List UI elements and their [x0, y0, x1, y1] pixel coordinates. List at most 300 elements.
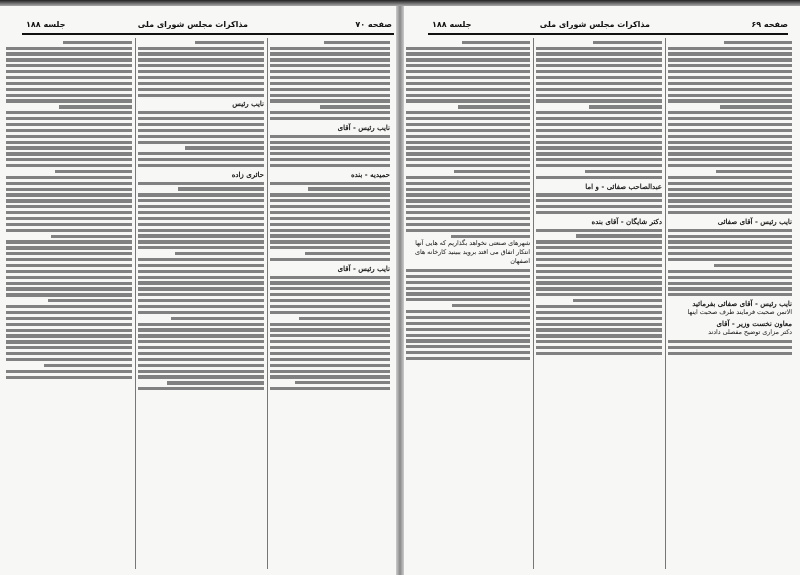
illegible-text-line — [406, 164, 530, 167]
left-page-session: جلسه ۱۸۸ — [26, 20, 66, 29]
illegible-text-line — [270, 211, 390, 214]
illegible-text-line — [270, 328, 390, 331]
illegible-text-line — [138, 193, 264, 196]
illegible-text-line — [138, 370, 264, 373]
illegible-text-line — [6, 352, 132, 355]
illegible-text-line — [406, 141, 530, 144]
illegible-text-line — [270, 276, 390, 279]
illegible-text-line — [270, 64, 390, 67]
illegible-text-line — [138, 281, 264, 284]
illegible-text-line — [668, 270, 792, 273]
illegible-text-line — [536, 328, 662, 331]
illegible-text-line — [270, 193, 390, 196]
illegible-text-line — [536, 305, 662, 308]
illegible-text-line — [6, 182, 132, 185]
illegible-text-line — [270, 334, 390, 337]
illegible-text-line — [668, 64, 792, 67]
illegible-text-line — [406, 70, 530, 73]
illegible-text-line — [178, 187, 264, 190]
illegible-text-line — [6, 76, 132, 79]
illegible-text-line — [452, 304, 530, 307]
illegible-text-line — [6, 47, 132, 50]
illegible-text-line — [668, 182, 792, 185]
right-page-column-2 — [536, 38, 662, 569]
illegible-text-line — [536, 99, 662, 102]
illegible-text-line — [6, 152, 132, 155]
column-divider — [665, 38, 666, 569]
illegible-text-line — [406, 176, 530, 179]
illegible-text-line — [6, 193, 132, 196]
illegible-text-line — [406, 223, 530, 226]
illegible-text-line — [270, 88, 390, 91]
illegible-text-line — [406, 129, 530, 132]
illegible-text-line — [406, 339, 530, 342]
illegible-text-line — [668, 352, 792, 355]
illegible-text-line — [6, 311, 132, 314]
illegible-text-line — [270, 352, 390, 355]
illegible-text-line — [270, 246, 390, 249]
illegible-text-line — [536, 346, 662, 349]
illegible-text-line — [6, 176, 132, 179]
illegible-text-line — [138, 328, 264, 331]
illegible-text-line — [138, 270, 264, 273]
left-page-number: صفحه ۷۰ — [355, 20, 392, 29]
illegible-text-line — [138, 240, 264, 243]
illegible-text-line — [6, 88, 132, 91]
illegible-text-line — [6, 64, 132, 67]
illegible-text-line — [270, 47, 390, 50]
illegible-text-line — [138, 387, 264, 390]
illegible-text-line — [716, 170, 792, 173]
illegible-text-line — [6, 270, 132, 273]
illegible-text-line — [536, 76, 662, 79]
illegible-text-line — [406, 76, 530, 79]
illegible-text-line — [55, 170, 132, 173]
illegible-text-line — [138, 223, 264, 226]
illegible-text-line — [270, 223, 390, 226]
illegible-text-line — [51, 235, 132, 238]
illegible-text-line — [668, 246, 792, 249]
illegible-text-line — [6, 99, 132, 102]
illegible-text-line — [406, 47, 530, 50]
illegible-text-line — [138, 246, 264, 249]
illegible-text-line — [138, 287, 264, 290]
illegible-text-line — [406, 322, 530, 325]
illegible-text-line — [406, 275, 530, 278]
illegible-text-line — [6, 146, 132, 149]
illegible-text-line — [668, 340, 792, 343]
illegible-text-line — [270, 99, 390, 102]
illegible-text-line — [668, 240, 792, 243]
illegible-text-line — [406, 52, 530, 55]
illegible-text-line — [668, 88, 792, 91]
illegible-text-line — [48, 299, 132, 302]
illegible-text-line — [270, 117, 390, 120]
illegible-text-line — [406, 146, 530, 149]
illegible-text-line — [668, 76, 792, 79]
illegible-text-line — [536, 70, 662, 73]
illegible-text-line — [668, 70, 792, 73]
illegible-text-line — [270, 82, 390, 85]
illegible-text-line — [6, 135, 132, 138]
illegible-text-line — [6, 141, 132, 144]
illegible-text-line — [536, 47, 662, 50]
illegible-text-line — [59, 105, 132, 108]
illegible-text-line — [6, 223, 132, 226]
illegible-text-line — [138, 340, 264, 343]
illegible-text-line — [6, 240, 132, 243]
illegible-text-line — [270, 299, 390, 302]
illegible-text-line — [536, 123, 662, 126]
illegible-text-line — [195, 41, 264, 44]
paragraph-text: دکتر مزاری توضیح مفصلی دادند — [708, 328, 792, 336]
left-page-column-1 — [270, 38, 390, 569]
illegible-text-line — [536, 334, 662, 337]
illegible-text-line — [536, 240, 662, 243]
right-page-number: صفحه ۶۹ — [751, 20, 788, 29]
illegible-text-line — [270, 217, 390, 220]
illegible-text-line — [138, 64, 264, 67]
illegible-text-line — [406, 211, 530, 214]
illegible-text-line — [668, 135, 792, 138]
illegible-text-line — [668, 188, 792, 191]
illegible-text-line — [138, 346, 264, 349]
illegible-text-line — [585, 170, 662, 173]
illegible-text-line — [270, 135, 390, 138]
illegible-text-line — [536, 111, 662, 114]
illegible-text-line — [406, 316, 530, 319]
illegible-text-line — [668, 287, 792, 290]
illegible-text-line — [6, 111, 132, 114]
illegible-text-line — [138, 229, 264, 232]
illegible-text-line — [138, 217, 264, 220]
speaker-heading: حمیدیه - بنده — [350, 169, 390, 179]
illegible-text-line — [536, 64, 662, 67]
illegible-text-line — [406, 182, 530, 185]
illegible-text-line — [536, 146, 662, 149]
illegible-text-line — [536, 164, 662, 167]
illegible-text-line — [406, 188, 530, 191]
illegible-text-line — [6, 229, 132, 232]
illegible-text-line — [138, 293, 264, 296]
illegible-text-line — [138, 76, 264, 79]
illegible-text-line — [270, 111, 390, 114]
illegible-text-line — [668, 252, 792, 255]
illegible-text-line — [138, 164, 264, 167]
illegible-text-line — [406, 287, 530, 290]
illegible-text-line — [6, 287, 132, 290]
right-page-header — [402, 20, 800, 32]
illegible-text-line — [138, 299, 264, 302]
illegible-text-line — [668, 282, 792, 285]
illegible-text-line — [536, 352, 662, 355]
illegible-text-line — [668, 235, 792, 238]
left-page-column-3 — [6, 38, 132, 569]
illegible-text-line — [720, 105, 792, 108]
illegible-text-line — [138, 264, 264, 267]
illegible-text-line — [44, 364, 132, 367]
illegible-text-line — [270, 240, 390, 243]
illegible-text-line — [6, 276, 132, 279]
illegible-text-line — [6, 246, 132, 249]
illegible-text-line — [138, 305, 264, 308]
illegible-text-line — [668, 47, 792, 50]
illegible-text-line — [270, 152, 390, 155]
illegible-text-line — [668, 123, 792, 126]
illegible-text-line — [406, 117, 530, 120]
illegible-text-line — [138, 82, 264, 85]
illegible-text-line — [270, 375, 390, 378]
illegible-text-line — [6, 305, 132, 308]
illegible-text-line — [6, 117, 132, 120]
illegible-text-line — [6, 188, 132, 191]
illegible-text-line — [6, 52, 132, 55]
illegible-text-line — [270, 340, 390, 343]
left-page-header — [0, 20, 398, 32]
illegible-text-line — [536, 129, 662, 132]
illegible-text-line — [668, 129, 792, 132]
right-page-column-1 — [668, 38, 792, 569]
speaker-heading: نایب رئیس - آقای صفائی — [717, 216, 792, 226]
illegible-text-line — [270, 346, 390, 349]
illegible-text-line — [406, 334, 530, 337]
illegible-text-line — [270, 234, 390, 237]
illegible-text-line — [589, 105, 662, 108]
illegible-text-line — [138, 364, 264, 367]
illegible-text-line — [406, 123, 530, 126]
illegible-text-line — [6, 58, 132, 61]
paragraph-text: الاتمن صحبت فرمایند طرف صحبت اینها — [687, 309, 792, 317]
illegible-text-line — [668, 176, 792, 179]
illegible-text-line — [668, 293, 792, 296]
illegible-text-line — [406, 199, 530, 202]
illegible-text-line — [668, 199, 792, 202]
speaker-heading: حائری زاده — [231, 169, 264, 179]
illegible-text-line — [406, 217, 530, 220]
illegible-text-line — [270, 358, 390, 361]
illegible-text-line — [270, 58, 390, 61]
illegible-text-line — [270, 293, 390, 296]
left-header-rule — [22, 33, 394, 35]
illegible-text-line — [6, 329, 132, 332]
illegible-text-line — [593, 41, 662, 44]
illegible-text-line — [573, 299, 662, 302]
illegible-text-line — [270, 141, 390, 144]
illegible-text-line — [175, 252, 264, 255]
illegible-text-line — [138, 52, 264, 55]
illegible-text-line — [668, 146, 792, 149]
illegible-text-line — [324, 41, 390, 44]
illegible-text-line — [536, 193, 662, 196]
illegible-text-line — [6, 70, 132, 73]
illegible-text-line — [536, 199, 662, 202]
left-page-column-2 — [138, 38, 264, 569]
illegible-text-line — [6, 158, 132, 161]
illegible-text-line — [714, 264, 792, 267]
illegible-text-line — [270, 287, 390, 290]
illegible-text-line — [270, 76, 390, 79]
illegible-text-line — [668, 158, 792, 161]
illegible-text-line — [138, 141, 264, 144]
illegible-text-line — [668, 258, 792, 261]
illegible-text-line — [138, 158, 264, 161]
illegible-text-line — [406, 99, 530, 102]
illegible-text-line — [668, 346, 792, 349]
illegible-text-line — [305, 252, 390, 255]
illegible-text-line — [406, 58, 530, 61]
illegible-text-line — [138, 323, 264, 326]
right-page-column-3 — [406, 38, 530, 569]
illegible-text-line — [406, 205, 530, 208]
illegible-text-line — [406, 281, 530, 284]
illegible-text-line — [138, 211, 264, 214]
illegible-text-line — [138, 234, 264, 237]
illegible-text-line — [6, 370, 132, 373]
illegible-text-line — [138, 123, 264, 126]
illegible-text-line — [270, 52, 390, 55]
illegible-text-line — [406, 229, 530, 232]
illegible-text-line — [668, 94, 792, 97]
illegible-text-line — [406, 357, 530, 360]
illegible-text-line — [6, 376, 132, 379]
illegible-text-line — [668, 141, 792, 144]
illegible-text-line — [270, 205, 390, 208]
illegible-text-line — [536, 258, 662, 261]
illegible-text-line — [63, 41, 132, 44]
illegible-text-line — [536, 141, 662, 144]
illegible-text-line — [138, 258, 264, 261]
illegible-text-line — [138, 375, 264, 378]
illegible-text-line — [724, 41, 792, 44]
illegible-text-line — [536, 158, 662, 161]
illegible-text-line — [536, 270, 662, 273]
illegible-text-line — [138, 88, 264, 91]
illegible-text-line — [6, 199, 132, 202]
illegible-text-line — [668, 99, 792, 102]
illegible-text-line — [270, 182, 390, 185]
scan-edge — [0, 0, 800, 6]
illegible-text-line — [6, 358, 132, 361]
illegible-text-line — [270, 305, 390, 308]
illegible-text-line — [6, 282, 132, 285]
illegible-text-line — [668, 164, 792, 167]
speaker-heading: نایب رئیس - آقای — [337, 263, 390, 273]
illegible-text-line — [270, 370, 390, 373]
illegible-text-line — [138, 47, 264, 50]
illegible-text-line — [536, 117, 662, 120]
illegible-text-line — [270, 199, 390, 202]
illegible-text-line — [138, 182, 264, 185]
illegible-text-line — [406, 269, 530, 272]
illegible-text-line — [6, 129, 132, 132]
illegible-text-line — [406, 152, 530, 155]
illegible-text-line — [270, 94, 390, 97]
speaker-heading: نایب رئیس — [232, 99, 264, 109]
illegible-text-line — [270, 364, 390, 367]
illegible-text-line — [668, 276, 792, 279]
illegible-text-line — [138, 352, 264, 355]
illegible-text-line — [138, 205, 264, 208]
illegible-text-line — [295, 381, 390, 384]
illegible-text-line — [536, 205, 662, 208]
illegible-text-line — [406, 292, 530, 295]
illegible-text-line — [536, 52, 662, 55]
illegible-text-line — [270, 164, 390, 167]
illegible-text-line — [270, 70, 390, 73]
illegible-text-line — [138, 334, 264, 337]
illegible-text-line — [668, 205, 792, 208]
illegible-text-line — [6, 323, 132, 326]
illegible-text-line — [454, 170, 530, 173]
illegible-text-line — [6, 252, 132, 255]
illegible-text-line — [536, 246, 662, 249]
illegible-text-line — [406, 94, 530, 97]
illegible-text-line — [6, 94, 132, 97]
illegible-text-line — [270, 229, 390, 232]
illegible-text-line — [536, 229, 662, 232]
illegible-text-line — [270, 323, 390, 326]
illegible-text-line — [536, 276, 662, 279]
illegible-text-line — [138, 111, 264, 114]
illegible-text-line — [6, 317, 132, 320]
illegible-text-line — [536, 252, 662, 255]
illegible-text-line — [536, 211, 662, 214]
illegible-text-line — [270, 281, 390, 284]
illegible-text-line — [668, 117, 792, 120]
illegible-text-line — [6, 346, 132, 349]
illegible-text-line — [668, 58, 792, 61]
illegible-text-line — [6, 258, 132, 261]
illegible-text-line — [536, 287, 662, 290]
illegible-text-line — [668, 229, 792, 232]
illegible-text-line — [668, 211, 792, 214]
illegible-text-line — [138, 70, 264, 73]
illegible-text-line — [6, 264, 132, 267]
illegible-text-line — [6, 293, 132, 296]
illegible-text-line — [6, 340, 132, 343]
illegible-text-line — [458, 105, 530, 108]
illegible-text-line — [668, 111, 792, 114]
illegible-text-line — [138, 135, 264, 138]
column-divider — [267, 38, 268, 569]
speaker-heading: دکتر شایگان - آقای بنده — [591, 216, 662, 226]
illegible-text-line — [6, 217, 132, 220]
right-page-session: جلسه ۱۸۸ — [432, 20, 472, 29]
illegible-text-line — [536, 311, 662, 314]
illegible-text-line — [138, 58, 264, 61]
illegible-text-line — [6, 82, 132, 85]
illegible-text-line — [406, 328, 530, 331]
illegible-text-line — [270, 311, 390, 314]
illegible-text-line — [138, 129, 264, 132]
illegible-text-line — [308, 187, 390, 190]
illegible-text-line — [138, 276, 264, 279]
illegible-text-line — [406, 82, 530, 85]
illegible-text-line — [451, 235, 530, 238]
illegible-text-line — [406, 345, 530, 348]
speaker-heading: معاون نخست وزیر - آقای — [716, 318, 792, 328]
paragraph-text: شهرهای صنعتی نخواهد بگذاریم که هایی آنها انتکار اتفاق می افتد بروید ببینید کارخانه های اصفهان — [415, 240, 530, 265]
right-page-title: مذاکرات مجلس شورای ملی — [539, 20, 650, 29]
illegible-text-line — [406, 88, 530, 91]
illegible-text-line — [6, 205, 132, 208]
illegible-text-line — [6, 123, 132, 126]
illegible-text-line — [320, 105, 390, 108]
illegible-text-line — [270, 387, 390, 390]
illegible-text-line — [299, 317, 390, 320]
illegible-text-line — [536, 264, 662, 267]
book-gutter — [396, 0, 404, 575]
